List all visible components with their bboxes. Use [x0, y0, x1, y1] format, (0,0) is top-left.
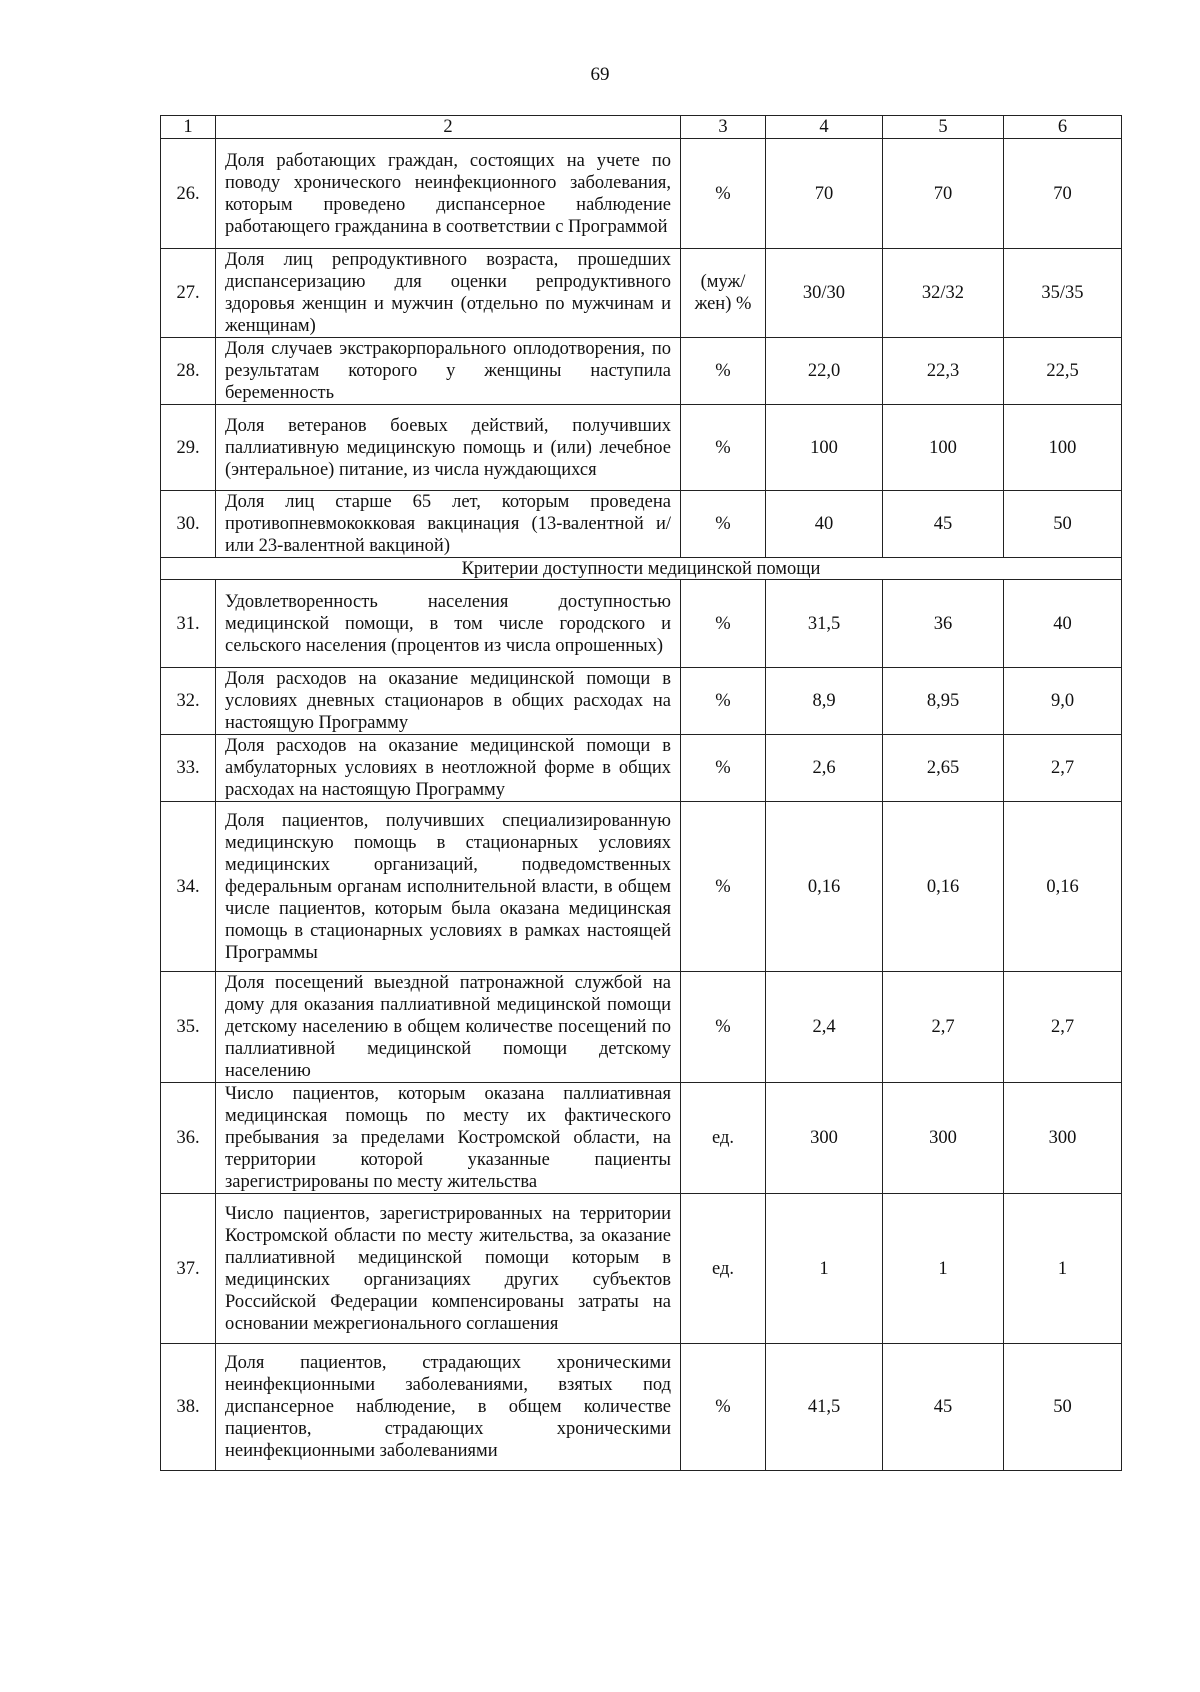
- table-row: [161, 802, 1122, 972]
- value-cell: 300: [766, 1083, 883, 1194]
- unit-cell: %: [681, 405, 766, 491]
- row-number: 26.: [161, 139, 216, 249]
- value-cell: 2,65: [883, 735, 1004, 802]
- unit-cell: %: [681, 580, 766, 668]
- indicator-name: Доля посещений выездной патронажной службой на дому для оказания паллиативной медицинской помощи детскому населению в общем количестве посещений по паллиативной медицинской помощи детскому населению: [216, 972, 681, 1083]
- value-cell: 2,7: [1004, 972, 1122, 1083]
- indicator-name: Доля случаев экстракорпорального оплодотворения, по результатам которого у женщины наступила беременность: [216, 338, 681, 405]
- value-cell: 40: [766, 491, 883, 558]
- indicator-name: Доля пациентов, получивших специализированную медицинскую помощь в стационарных условиях медицинских организаций, подведомственных федеральным органам исполнительной власти, в общем числе пациентов, которым была оказана медицинская помощь в стационарных условиях в рамках настоящей Программы: [216, 802, 681, 972]
- value-cell: 41,5: [766, 1344, 883, 1471]
- value-cell: 45: [883, 1344, 1004, 1471]
- row-number: 35.: [161, 972, 216, 1083]
- table-row: [161, 139, 1122, 249]
- indicator-name: Доля работающих граждан, состоящих на учете по поводу хронического неинфекционного заболевания, которым проведено диспансерное наблюдение работающего гражданина в соответствии с Программой: [216, 139, 681, 249]
- value-cell: 100: [766, 405, 883, 491]
- table-row: [161, 580, 1122, 668]
- table-row: [161, 1083, 1122, 1194]
- value-cell: 2,7: [1004, 735, 1122, 802]
- table-body: [161, 116, 1122, 1471]
- value-cell: 35/35: [1004, 249, 1122, 338]
- table-row: [161, 249, 1122, 338]
- row-number: 33.: [161, 735, 216, 802]
- value-cell: 1: [1004, 1194, 1122, 1344]
- value-cell: 1: [883, 1194, 1004, 1344]
- value-cell: 0,16: [766, 802, 883, 972]
- indicator-name: Доля ветеранов боевых действий, получивших паллиативную медицинскую помощь и (или) лечебное (энтеральное) питание, из числа нуждающихся: [216, 405, 681, 491]
- unit-cell: %: [681, 338, 766, 405]
- unit-cell: (муж/жен) %: [681, 249, 766, 338]
- unit-cell: ед.: [681, 1194, 766, 1344]
- unit-cell: %: [681, 972, 766, 1083]
- row-number: 32.: [161, 668, 216, 735]
- unit-cell: %: [681, 1344, 766, 1471]
- section-title: Критерии доступности медицинской помощи: [161, 558, 1122, 580]
- value-cell: 22,5: [1004, 338, 1122, 405]
- table-row: [161, 1344, 1122, 1471]
- indicator-name: Число пациентов, зарегистрированных на территории Костромской области по месту жительства, за оказание паллиативной медицинской помощи которым в медицинских организациях других субъектов Российской Федерации компенсированы затраты на основании межрегионального соглашения: [216, 1194, 681, 1344]
- value-cell: 9,0: [1004, 668, 1122, 735]
- unit-cell: %: [681, 491, 766, 558]
- row-number: 34.: [161, 802, 216, 972]
- value-cell: 36: [883, 580, 1004, 668]
- value-cell: 1: [766, 1194, 883, 1344]
- value-cell: 100: [883, 405, 1004, 491]
- value-cell: 0,16: [883, 802, 1004, 972]
- row-number: 28.: [161, 338, 216, 405]
- value-cell: 0,16: [1004, 802, 1122, 972]
- value-cell: 22,0: [766, 338, 883, 405]
- value-cell: 70: [883, 139, 1004, 249]
- value-cell: 45: [883, 491, 1004, 558]
- table-row: [161, 668, 1122, 735]
- value-cell: 100: [1004, 405, 1122, 491]
- row-number: 30.: [161, 491, 216, 558]
- unit-cell: %: [681, 802, 766, 972]
- indicator-name: Доля расходов на оказание медицинской помощи в условиях дневных стационаров в общих расходах на настоящую Программу: [216, 668, 681, 735]
- indicator-name: Доля лиц репродуктивного возраста, прошедших диспансеризацию для оценки репродуктивного здоровья женщин и мужчин (отдельно по мужчинам и женщинам): [216, 249, 681, 338]
- value-cell: 2,4: [766, 972, 883, 1083]
- indicator-name: Число пациентов, которым оказана паллиативная медицинская помощь по месту их фактического пребывания за пределами Костромской области, на территории которой указанные пациенты зарегистрированы по месту жительства: [216, 1083, 681, 1194]
- value-cell: 300: [1004, 1083, 1122, 1194]
- value-cell: 22,3: [883, 338, 1004, 405]
- value-cell: 31,5: [766, 580, 883, 668]
- table-row: [161, 972, 1122, 1083]
- value-cell: 30/30: [766, 249, 883, 338]
- value-cell: 300: [883, 1083, 1004, 1194]
- table-row: [161, 338, 1122, 405]
- row-number: 37.: [161, 1194, 216, 1344]
- column-header: 1: [161, 116, 216, 139]
- value-cell: 40: [1004, 580, 1122, 668]
- table-row: [161, 491, 1122, 558]
- unit-cell: ед.: [681, 1083, 766, 1194]
- row-number: 31.: [161, 580, 216, 668]
- value-cell: 50: [1004, 1344, 1122, 1471]
- indicator-name: Доля лиц старше 65 лет, которым проведена противопневмококковая вакцинация (13-валентной и/или 23-валентной вакциной): [216, 491, 681, 558]
- table-row: [161, 735, 1122, 802]
- value-cell: 32/32: [883, 249, 1004, 338]
- column-header: 4: [766, 116, 883, 139]
- table-row: [161, 405, 1122, 491]
- unit-cell: %: [681, 139, 766, 249]
- row-number: 38.: [161, 1344, 216, 1471]
- value-cell: 8,9: [766, 668, 883, 735]
- section-row: [161, 558, 1122, 580]
- value-cell: 70: [766, 139, 883, 249]
- indicator-name: Удовлетворенность населения доступностью медицинской помощи, в том числе городского и сельского населения (процентов из числа опрошенных): [216, 580, 681, 668]
- indicator-name: Доля расходов на оказание медицинской помощи в амбулаторных условиях в неотложной форме в общих расходах на настоящую Программу: [216, 735, 681, 802]
- value-cell: 2,7: [883, 972, 1004, 1083]
- row-number: 36.: [161, 1083, 216, 1194]
- indicators-table: [160, 115, 1122, 1471]
- header-row: [161, 116, 1122, 139]
- page-number: 69: [590, 64, 610, 85]
- column-header: 3: [681, 116, 766, 139]
- column-header: 2: [216, 116, 681, 139]
- unit-cell: %: [681, 735, 766, 802]
- unit-cell: %: [681, 668, 766, 735]
- column-header: 6: [1004, 116, 1122, 139]
- value-cell: 50: [1004, 491, 1122, 558]
- indicator-name: Доля пациентов, страдающих хроническими неинфекционными заболеваниями, взятых под диспансерное наблюдение, в общем количестве пациентов, страдающих хроническими неинфекционными заболеваниями: [216, 1344, 681, 1471]
- value-cell: 8,95: [883, 668, 1004, 735]
- row-number: 27.: [161, 249, 216, 338]
- value-cell: 70: [1004, 139, 1122, 249]
- row-number: 29.: [161, 405, 216, 491]
- column-header: 5: [883, 116, 1004, 139]
- table-row: [161, 1194, 1122, 1344]
- value-cell: 2,6: [766, 735, 883, 802]
